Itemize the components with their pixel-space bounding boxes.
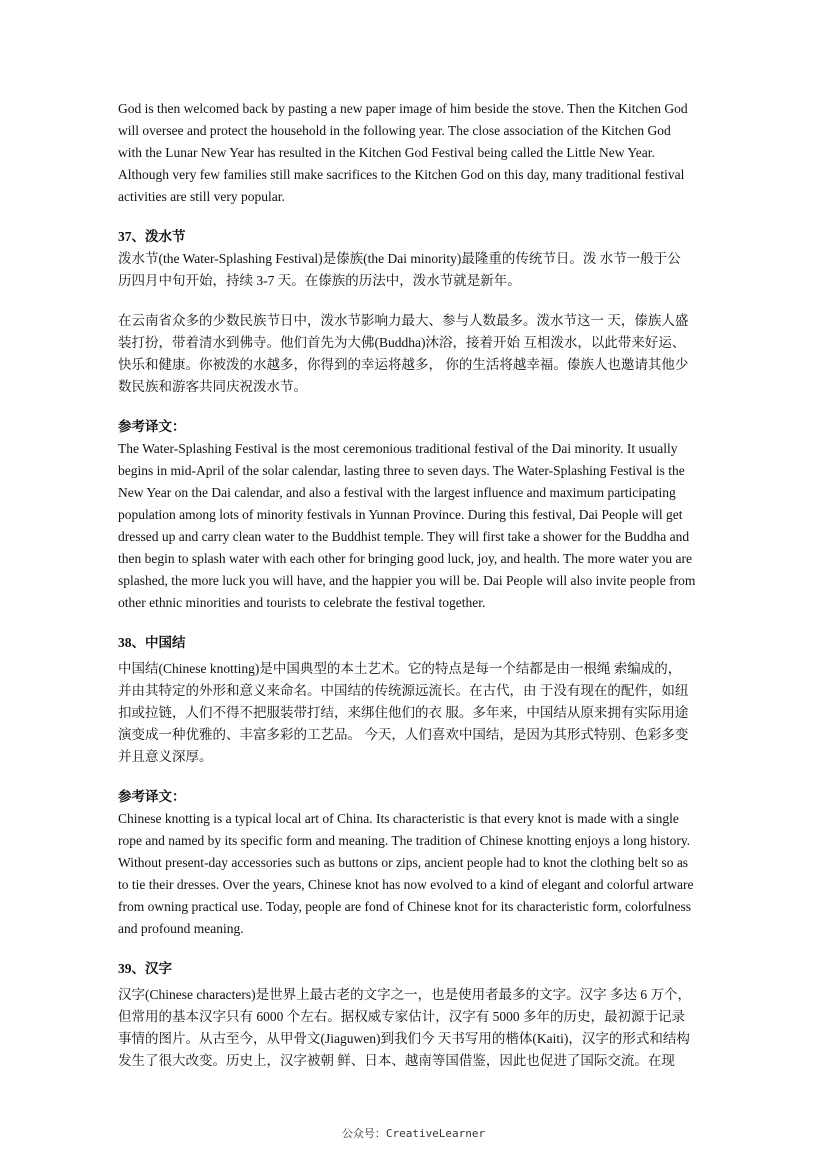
section-38 [118, 632, 714, 940]
text-line: begins in mid-April of the solar calendar, lasting three to seven days. The Water-Splashing Festival is the [118, 463, 685, 478]
text-line: 历四月中旬开始，持续 3-7 天。在傣族的历法中，泼水节就是新年。 [118, 273, 521, 288]
text-line: dressed up and carry clean water to the Buddhist temple. They will first take a shower for the Buddha and [118, 529, 690, 544]
text-line: 但常用的基本汉字只有 6000 个左右。据权威专家估计，汉字有 5000 多年的历史，最初源于记录 [118, 1009, 685, 1024]
text-line: 数民族和游客共同庆祝泼水节。 [118, 379, 307, 394]
document-page [118, 98, 714, 1072]
section-39 [118, 958, 714, 1072]
text-line: 快乐和健康。你被泼的水越多，你得到的幸运将越多， 你的生活将越幸福。傣族人也邀请其他少 [118, 357, 689, 372]
text-line: 事情的图片。从古至今，从甲骨文(Jiaguwen)到我们今 天书写用的楷体(Kaiti)，汉字的形式和结构 [118, 1031, 690, 1046]
text-line: other ethnic minorities and tourists to celebrate the festival together. [118, 595, 486, 610]
text-line: and profound meaning. [118, 921, 244, 936]
text-line: will oversee and protect the household in the following year. The close association of the Kitchen God [118, 123, 671, 138]
text-line: Although very few families still make sacrifices to the Kitchen God on this day, many traditional festival [118, 167, 685, 182]
section-heading: 39、汉字 [118, 961, 172, 976]
reference-label: 参考译文： [118, 419, 186, 434]
translation-paragraph [118, 808, 714, 940]
text-line: 泼水节(the Water-Splashing Festival)是傣族(the Dai minority)最隆重的传统节日。泼 水节一般于公 [118, 251, 681, 266]
text-line: then begin to splash water with each other for bringing good luck, joy, and health. The more water you are [118, 551, 692, 566]
text-line: 中国结(Chinese knotting)是中国典型的本土艺术。它的特点是每一个结都是由一根绳 索编成的， [118, 661, 682, 676]
paragraph-cn [118, 248, 714, 292]
text-line: Chinese knotting is a typical local art of China. Its characteristic is that every knot is made with a single [118, 811, 679, 826]
text-line: to tie their dresses. Over the years, Chinese knot has now evolved to a kind of elegant and colorful artware [118, 877, 694, 892]
reference-label: 参考译文： [118, 789, 186, 804]
text-line: 在云南省众多的少数民族节日中，泼水节影响力最大、参与人数最多。泼水节这一 天，傣族人盛 [118, 313, 689, 328]
text-line: 装打扮，带着清水到佛寺。他们首先为大佛(Buddha)沐浴，接着开始 互相泼水，以此带来好运、 [118, 335, 686, 350]
text-line: population among lots of minority festivals in Yunnan Province. During this festival, Dai People will get [118, 507, 683, 522]
section-heading: 37、泼水节 [118, 229, 186, 244]
section-heading: 38、中国结 [118, 635, 186, 650]
text-line: from owning practical use. Today, people are fond of Chinese knot for its characteristic form, colorfulness [118, 899, 691, 914]
paragraph-cn [118, 310, 714, 398]
text-line: rope and named by its specific form and meaning. The tradition of Chinese knotting enjoys a long history. [118, 833, 691, 848]
text-line: Without present-day accessories such as buttons or zips, ancient people had to knot the clothing belt so as [118, 855, 689, 870]
text-line: New Year on the Dai calendar, and also a festival with the largest influence and maximum participating [118, 485, 676, 500]
text-line: 扣或拉链，人们不得不把服装带打结，来绑住他们的衣 服。多年来，中国结从原来拥有实际用途 [118, 705, 689, 720]
text-line: 汉字(Chinese characters)是世界上最古老的文字之一，也是使用者最多的文字。汉字 多达 6 万个， [118, 987, 691, 1002]
paragraph-cn [118, 984, 714, 1072]
page-footer: 公众号：CreativeLearner [341, 1127, 486, 1140]
text-line: God is then welcomed back by pasting a new paper image of him beside the stove. Then the Kitchen God [118, 101, 688, 116]
intro-paragraph [118, 98, 714, 208]
text-line: 并由其特定的外形和意义来命名。中国结的传统源远流长。在古代，由 于没有现在的配件，如纽 [118, 683, 689, 698]
text-line: activities are still very popular. [118, 189, 285, 204]
text-line: The Water-Splashing Festival is the most ceremonious traditional festival of the Dai minority. It usually [118, 441, 678, 456]
text-line: 发生了很大改变。历史上，汉字被朝 鲜、日本、越南等国借鉴，因此也促进了国际交流。在现 [118, 1053, 675, 1068]
section-37 [118, 226, 714, 614]
text-line: splashed, the more luck you will have, and the happier you will be. Dai People will also invite people from [118, 573, 696, 588]
paragraph-cn [118, 658, 714, 768]
translation-paragraph [118, 438, 714, 614]
text-line: 演变成一种优雅的、丰富多彩的工艺品。 今天，人们喜欢中国结，是因为其形式特别、色彩多变 [118, 727, 689, 742]
text-line: with the Lunar New Year has resulted in the Kitchen God Festival being called the Little New Year. [118, 145, 655, 160]
text-line: 并且意义深厚。 [118, 749, 213, 764]
